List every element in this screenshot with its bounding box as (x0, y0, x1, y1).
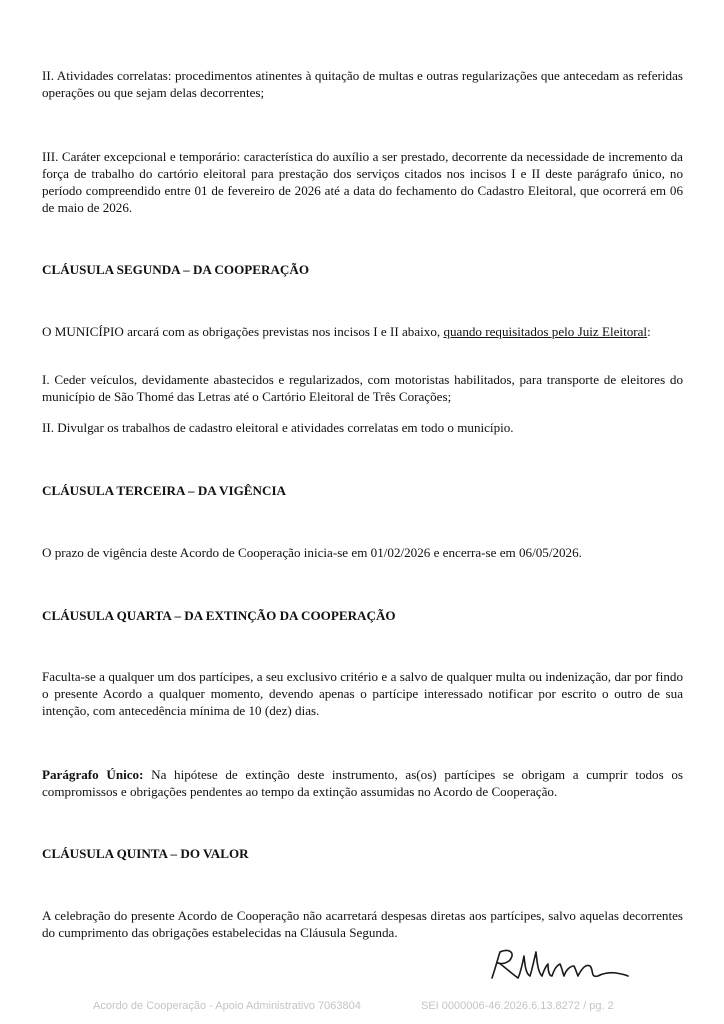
footer-document-title: Acordo de Cooperação - Apoio Administrativo 7063804 (93, 1000, 361, 1012)
intro-underlined-text: quando requisitados pelo Juiz Eleitoral (443, 324, 648, 339)
clausula-quarta-heading: CLÁUSULA QUARTA – DA EXTINÇÃO DA COOPERAÇÃO (42, 608, 396, 623)
footer-sei-reference: SEI 0000006-46.2026.6.13.8272 / pg. 2 (421, 1000, 614, 1012)
inciso-i-paragraph: I. Ceder veículos, devidamente abastecidos e regularizados, com motoristas habilitados, para transporte de eleitores do município de São Thomé das Letras até o Cartório Eleitoral de Três Corações; (42, 372, 683, 404)
clausula-segunda-intro (42, 323, 683, 340)
clausula-terceira-heading: CLÁUSULA TERCEIRA – DA VIGÊNCIA (42, 483, 286, 498)
valor-paragraph: A celebração do presente Acordo de Cooperação não acarretará despesas diretas aos partícipes, salvo aquelas decorrentes do cumprimento das obrigações estabelecidas na Cláusula Segunda. (42, 908, 683, 940)
paragrafo-unico (42, 766, 683, 800)
extincao-paragraph: Faculta-se a qualquer um dos partícipes, a seu exclusivo critério e a salvo de qualquer multa ou indenização, dar por findo o presente Acordo a qualquer momento, devendo apenas o partícipe interessado notificar por escrito o outro de sua intenção, com antecedência mínima de 10 (dez) dias. (42, 669, 683, 718)
clausula-segunda-heading: CLÁUSULA SEGUNDA – DA COOPERAÇÃO (42, 262, 310, 277)
item-iii-paragraph: III. Caráter excepcional e temporário: característica do auxílio a ser prestado, decorrente da necessidade de incremento da força de trabalho do cartório eleitoral para prestação dos serviços citados nos incisos I e II deste parágrafo único, no período compreendido entre 01 de fevereiro de 2026 até a data do fechamento do Cadastro Eleitoral, que ocorrerá em 06 de maio de 2026. (42, 149, 683, 215)
intro-end: : (647, 324, 651, 339)
intro-text: O MUNICÍPIO arcará com as obrigações previstas nos incisos I e II abaixo, (42, 324, 444, 339)
paragrafo-unico-label: Parágrafo Único: (42, 767, 144, 782)
handwritten-signature (486, 944, 632, 984)
vigencia-paragraph: O prazo de vigência deste Acordo de Cooperação inicia-se em 01/02/2026 e encerra-se em 06/05/2026. (42, 545, 582, 560)
inciso-ii-paragraph: II. Divulgar os trabalhos de cadastro eleitoral e atividades correlatas em todo o município. (42, 420, 514, 435)
item-ii-paragraph: II. Atividades correlatas: procedimentos atinentes à quitação de multas e outras regularizações que antecedam as referidas operações ou que sejam delas decorrentes; (42, 68, 683, 100)
paragrafo-unico-text: Na hipótese de extinção deste instrumento, as(os) partícipes se obrigam a cumprir todos os compromissos e obrigações pendentes ao tempo da extinção assumidas no Acordo de Cooperação. (42, 767, 683, 799)
clausula-quinta-heading: CLÁUSULA QUINTA – DO VALOR (42, 846, 249, 861)
